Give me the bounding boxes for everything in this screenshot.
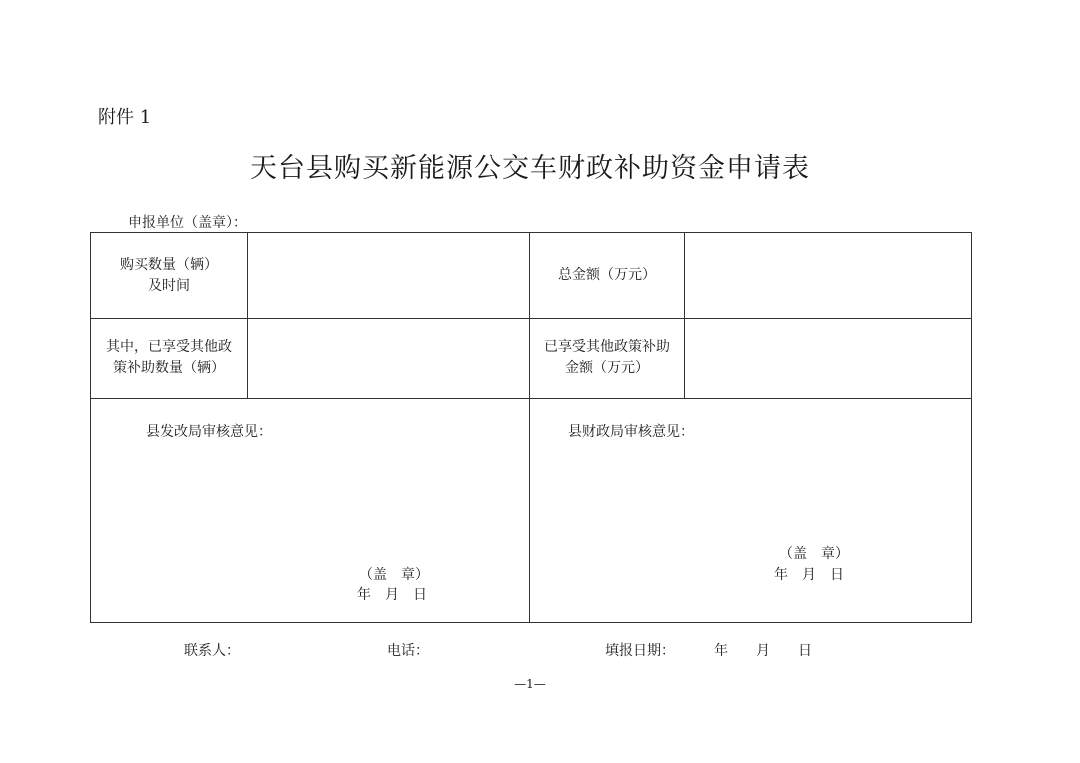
subsidized-amount-line2: 金额（万元） xyxy=(565,360,649,376)
finance-bureau-date: 年 月 日 xyxy=(774,567,844,583)
page-number: —1— xyxy=(514,677,546,691)
subsidized-quantity-line1: 其中，已享受其他政 xyxy=(106,339,232,355)
development-bureau-opinion-title: 县发改局审核意见： xyxy=(146,424,272,440)
development-bureau-stamp: （盖 章） xyxy=(359,567,429,583)
purchase-quantity-line1: 购买数量（辆） xyxy=(120,257,218,273)
application-form-table xyxy=(90,232,972,623)
finance-bureau-stamp: （盖 章） xyxy=(779,546,849,562)
applicant-unit-label: 申报单位（盖章）： xyxy=(128,215,247,231)
contact-person-label: 联系人： xyxy=(184,643,240,659)
form-title: 天台县购买新能源公交车财政补助资金申请表 xyxy=(250,153,810,184)
fill-date-label: 填报日期： xyxy=(605,643,675,659)
finance-bureau-opinion-title: 县财政局审核意见： xyxy=(568,424,694,440)
development-bureau-date: 年 月 日 xyxy=(357,587,427,603)
phone-label: 电话： xyxy=(387,643,429,659)
subsidized-quantity-field[interactable] xyxy=(248,319,529,398)
purchase-quantity-line2: 及时间 xyxy=(148,278,190,294)
subsidized-amount-field[interactable] xyxy=(685,319,971,398)
subsidized-quantity-line2: 策补助数量（辆） xyxy=(113,360,225,376)
subsidized-amount-line1: 已享受其他政策补助 xyxy=(544,339,670,355)
subsidized-amount-label xyxy=(530,337,684,379)
subsidized-quantity-label xyxy=(91,337,247,379)
col-divider-middle xyxy=(529,233,530,622)
purchase-quantity-label xyxy=(91,255,247,297)
row-divider-2 xyxy=(91,398,971,399)
total-amount-field[interactable] xyxy=(685,233,971,318)
purchase-quantity-field[interactable] xyxy=(248,233,529,318)
fill-date-fields: 年 月 日 xyxy=(714,643,812,659)
attachment-label: 附件 1 xyxy=(98,107,152,128)
total-amount-label: 总金额（万元） xyxy=(558,267,656,283)
